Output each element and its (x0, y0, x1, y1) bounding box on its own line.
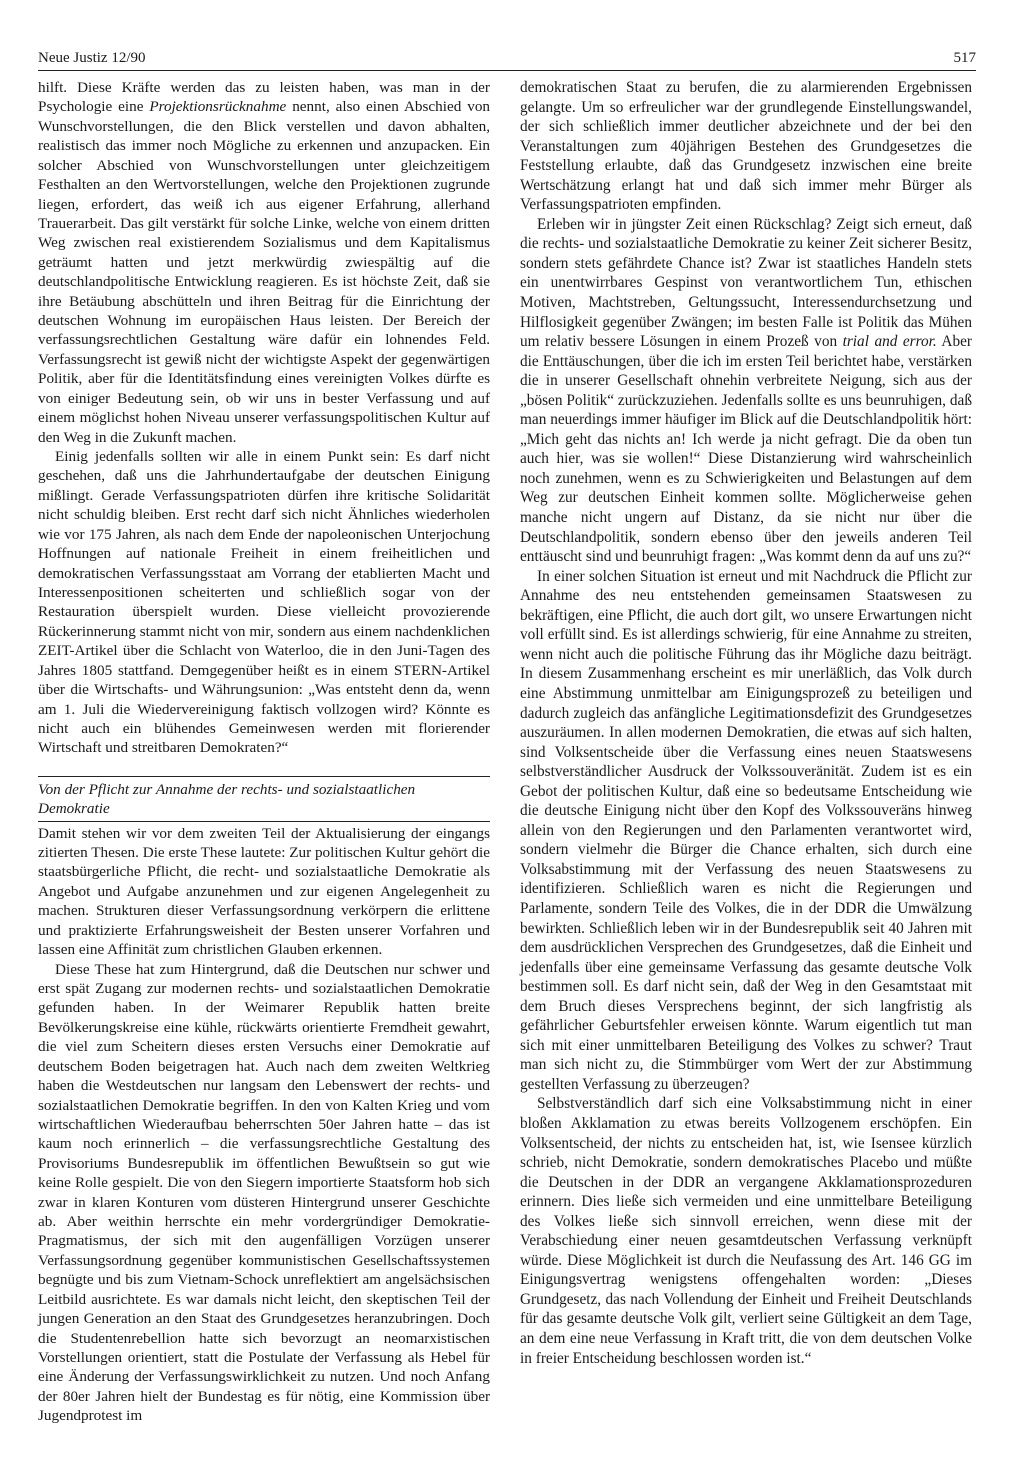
paragraph: Damit stehen wir vor dem zweiten Teil der Aktualisierung der eingangs zitierten Thesen. Die erste These lautete: Zur politischen Kultur gehört die staatsbürgerliche Pflicht, die recht- und sozialstaatliche Demokratie als Angebot und Aufgabe anzunehmen und zur eigenen Angelegenheit zu machen. Strukturen dieser Verfassungsordnung verkörpern die erlittene und praktizierte Erfahrungsweisheit der Besten unserer Vorfahren und lassen eine Affinität zum christlichen Glauben erkennen. (38, 824, 490, 959)
italic-term: Projektionsrücknahme (149, 98, 287, 116)
italic-term: trial and error. (842, 333, 937, 351)
header-rule (38, 70, 976, 71)
paragraph (38, 78, 490, 447)
text-run: Erleben wir in jüngster Zeit einen Rückschlag? Zeigt sich erneut, daß die rechts- und sozialstaatliche Demokratie zu keiner Zeit sicherer Besitz, sondern stets gefährdete Chance ist? Zwar ist staatliches Handeln stets ein unentwirrbares Gespinst von verantwortlichem Tun, ethischen Motiven, Machtstreben, Geltungssucht, Interessendurchsetzung und Hilflosigkeit gegenüber Zwängen; im besten Falle ist Politik das Mühen um relativ bessere Lösungen in einem Prozeß von (520, 215, 972, 351)
text-run: nennt, also einen Abschied von Wunschvorstellungen, die den Blick verstellen und davon abhalten, realistisch das immer noch Mögliche zu erkennen und anzupacken. Ein solcher Abschied von Wunschvorstellungen unter gleichzeitigem Festhalten an den Wertvorstellungen, welche den Projektionen zugrunde liegen, erfordert, das weiß ich aus eigener Erfahrung, allerhand Trauerarbeit. Das gilt verstärkt für solche Linke, welche von einem dritten Weg zwischen real existierendem Sozialismus und dem Kapitalismus geträumt hatten und jetzt merkwürdig zwiespältig auf die deutschlandpolitische Entwicklung reagieren. Es ist höchste Zeit, daß sie ihre Betäubung abschütteln und ihren Beitrag für die Einrichtung der deutschen Wohnung im europäischen Haus leisten. Der Bereich der verfassungsrechtlichen Gestaltung wäre dafür ein lohnendes Feld. Verfassungsrecht ist gewiß nicht der wichtigste Aspekt der gegenwärtigen Politik, aber für die Identitätsfindung eines vereinigten Volkes dürfte es von einiger Bedeutung sein, ob wir uns in bester Verfassung und auf einem möglichst hohen Niveau unserer verfassungspolitischen Kultur auf den Weg in die Zukunft machen. (38, 98, 491, 446)
left-column (38, 78, 490, 1426)
paragraph: Einig jedenfalls sollten wir alle in einem Punkt sein: Es darf nicht geschehen, daß uns die Jahrhundertaufgabe der deutschen Einigung mißlingt. Gerade Verfassungspatrioten dürfen ihre kritische Solidarität nicht schuldig bleiben. Erst recht darf sich nicht Ähnliches wiederholen wie vor 175 Jahren, als nach dem Ende der napoleonischen Unterjochung Hoffnungen auf nationale Freiheit in einem freiheitlichen und demokratischen Verfassungsstaat am Vorrang der etablierten Macht und Interessenpositionen scheiterten und schließlich sogar von der Restauration überspielt wurden. Diese vielleicht provozierende Rückerinnerung stammt nicht von mir, sondern aus einem nachdenklichen ZEIT-Artikel über die Schlacht von Waterloo, die in den Juni-Tagen des Jahres 1805 stattfand. Demgegenüber heißt es in einem STERN-Artikel über die Wirtschafts- und Währungsunion: „Was entsteht denn da, wenn am 1. Juli die Wiedervereinigung faktisch vollzogen wird? Könnte es nicht auch ein blühendes Gemeinwesen werden mit florierender Wirtschaft und streitbaren Demokraten?“ (38, 448, 490, 757)
paragraph: In einer solchen Situation ist erneut und mit Nachdruck die Pflicht zur Annahme des neu entstehenden gemeinsamen Staatswesen zu bekräftigen, eine Pflicht, die auch dort gilt, wo unsere Erwartungen nicht voll erfüllt sind. Es ist allerdings schwierig, für eine Annahme zu streiten, wenn nicht auch die politische Führung das ihr Mögliche dazu beiträgt. In diesem Zusammenhang erscheint es mir unerläßlich, das Volk durch eine Abstimmung unmittelbar am Einigungsprozeß zu beteiligen und dadurch zugleich das anfängliche Legitimationsdefizit des Grundgesetzes auszuräumen. In allen modernen Demokratien, die etwas auf sich halten, sind Volksentscheide über die Verfassung eines neuen Staatswesens selbstverständlicher Ausdruck der Volkssouveränität. Zudem ist es ein Gebot der politischen Kultur, daß eine so bedeutsame Entscheidung wie die deutsche Einigung nicht über den Kopf des Volkssouveräns hinweg allein von den Regierungen und den Parlamenten verantwortet wird, sondern vielmehr die Bürger die Chance erhalten, sich durch eine Volksabstimmung mit der Verfassung des neuen Staatswesens zu identifizieren. Schließlich waren es nicht die Regierungen und Parlamente, sondern Teile des Volkes, die in der DDR die Umwälzung bewirkten. Schließlich leben wir in der Bundesrepublik seit 40 Jahren mit dem ausdrücklichen Versprechen des Grundgesetzes, daß die Einheit und jedenfalls über eine gemeinsame Verfassung das gesamte deutsche Volk bestimmen soll. Es darf nicht sein, daß der Weg in den Gesamtstaat mit dem Bruch dieses Versprechens beginnt, der sich langfristig als gefährlicher Geburtsfehler erweisen könnte. Warum eigentlich tut man sich mit einer unmittelbaren Beteiligung des Volkes zu schwer? Traut man sich nicht zu, die Stimmbürger vom Wert der zur Abstimmung gestellten Verfassung zu überzeugen? (520, 567, 972, 1093)
section-heading: Von der Pflicht zur Annahme der rechts- und sozialstaatlichen Demokratie (38, 776, 490, 822)
paragraph: Diese These hat zum Hintergrund, daß die Deutschen nur schwer und erst spät Zugang zur modernen rechts- und sozialstaatlichen Demokratie gefunden haben. In der Weimarer Republik hatten breite Bevölkerungskreise eine kühle, rückwärts orientierte Fremdheit gewahrt, die viel zum Scheitern dieses ersten Versuchs einer Demokratie auf deutschem Boden beigetragen hat. Auch nach dem zweiten Weltkrieg haben die Westdeutschen nur langsam den Lebenswert der rechts- und sozialstaatlichen Demokratie begriffen. In den von Kalten Krieg und vom wirtschaftlichen Wiederaufbau beherrschten 50er Jahren hatte – das ist kaum noch erinnerlich – die verfassungsrechtliche Gestaltung des Provisoriums Bundesrepublik im öffentlichen Bewußtsein so gut wie keine Rolle gespielt. Die von den Siegern importierte Staatsform hob sich zwar in klaren Konturen vom düsteren Hintergrund unserer Geschichte ab. Aber weithin herrschte ein mehr vordergründiger Demokratie-Pragmatismus, der sich mit den augenfälligen Vorzügen unserer Verfassungsordnung gegenüber kommunistischen Gesellschaftssystemen begnügte und bis zum Vietnam-Schock unreflektiert am angelsächsischen Leitbild ausrichtete. Es war damals nicht leicht, den skeptischen Teil der jungen Generation an den Staat des Grundgesetzes heranzubringen. Doch die Studentenrebellion hatte sich bevorzugt an neomarxistischen Vorstellungen orientiert, statt die Postulate der Verfassung als Hebel für eine Änderung der Verfassungswirklichkeit zu nutzen. Und noch Anfang der 80er Jahren hielt der Bundestag es für nötig, eine Kommission über Jugendprotest im (38, 960, 490, 1425)
journal-title: Neue Justiz 12/90 (38, 50, 146, 66)
text-run: hilft. Diese Kräfte werden das zu leisten haben, was man in der Psychologie eine (38, 79, 490, 116)
paragraph: Selbstverständlich darf sich eine Volksabstimmung nicht in einer bloßen Akklamation zu etwas bereits Vollzogenem erschöpfen. Ein Volksentscheid, der nichts zu entscheiden hat, ist, wie Isensee kürzlich schrieb, nicht Demokratie, sondern demokratisches Placebo und müßte die Deutschen in der DDR an vergangene Akklamationsprozeduren erinnern. Dies ließe sich vermeiden und eine unmittelbare Beteiligung des Volkes ließe sich sinnvoll erreichen, wenn diese mit der Verabschiedung einer neuen gesamtdeutschen Verfassung verknüpft würde. Diese Möglichkeit ist durch die Neufassung des Art. 146 GG im Einigungsvertrag wenigstens offengehalten worden: „Dieses Grundgesetz, das nach Vollendung der Einheit und Freiheit Deutschlands für das gesamte deutsche Volk gilt, verliert seine Gültigkeit an dem Tage, an dem eine neue Verfassung in Kraft tritt, die von dem deutschen Volke in freier Entscheidung beschlossen worden ist.“ (520, 1095, 972, 1367)
right-column (520, 78, 972, 1368)
paragraph (520, 215, 972, 567)
paragraph: demokratischen Staat zu berufen, die zu alarmierenden Ergebnissen gelangte. Um so erfreulicher war der grundlegende Einstellungswandel, der sich schließlich immer deutlicher abzeichnete und der bei den Veranstaltungen zum 40jährigen Bestehen des Grundgesetzes die Feststellung erlaubte, daß das Grundgesetz inzwischen eine breite Wertschätzung erlangt hat und daß sich immer mehr Bürger als Verfassungspatrioten empfinden. (520, 79, 972, 214)
text-run: Aber die Enttäuschungen, über die ich im ersten Teil berichtet habe, verstärken die in unserer Gesellschaft ohnehin verbreitete Neigung, sich aus der „bösen Politik“ zurückzuziehen. Jedenfalls sollte es uns beunruhigen, daß man neuerdings immer häufiger im Blick auf die Deutschlandpolitik hört: „Mich geht das nichts an! Ich werde ja nicht gefragt. Die da oben tun auch hier, was sie wollen!“ Diese Distanzierung wird wahrscheinlich noch zunehmen, wenn es zu Schwierigkeiten und Belastungen auf dem Weg zur deutschen Einheit kommen sollte. Möglicherweise gehen manche nicht ungern auf Distanz, da sie nicht nur über die Deutschlandpolitik, sondern ebenso über den jeweils anderen Teil enttäuscht sind und beunruhigt fragen: „Was kommt denn da auf uns zu?“ (520, 333, 972, 566)
page-number: 517 (953, 50, 976, 66)
